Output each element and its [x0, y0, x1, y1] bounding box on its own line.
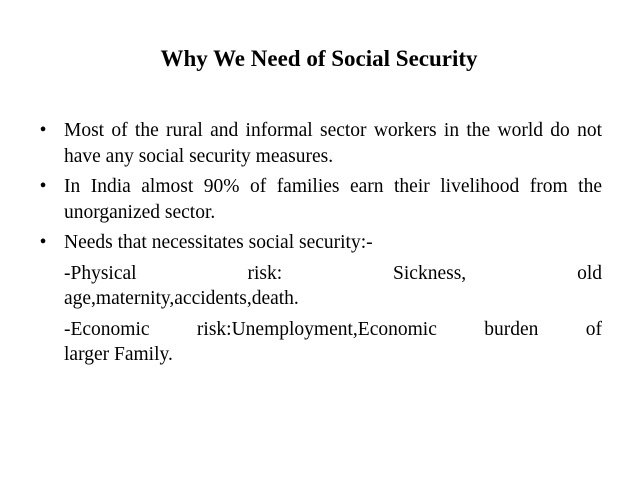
bullet-text: Needs that necessitates social security:- — [64, 232, 373, 253]
bullet-icon: • — [39, 120, 47, 141]
sub-point-economic-risk — [36, 317, 602, 368]
sub-point-line: larger Family. — [64, 344, 173, 365]
sub-point-physical-risk — [36, 261, 602, 312]
bullet-icon: • — [39, 232, 47, 253]
sub-point-line: -Economic risk:Unemployment,Economic burden of — [64, 318, 602, 340]
sub-point-line: age,maternity,accidents,death. — [64, 288, 299, 309]
bullet-item — [36, 118, 602, 169]
bullet-text: In India almost 90% of families earn their livelihood from the unorganized sector. — [64, 176, 602, 223]
bullet-text: Most of the rural and informal sector workers in the world do not have any social security measures. — [64, 120, 602, 167]
bullet-item — [36, 174, 602, 225]
slide-title: Why We Need of Social Security — [160, 46, 478, 71]
bullet-item — [36, 230, 602, 256]
bullet-icon: • — [39, 176, 47, 197]
sub-point-line: -Physical risk: Sickness, old — [64, 262, 602, 284]
slide-content — [36, 118, 602, 373]
